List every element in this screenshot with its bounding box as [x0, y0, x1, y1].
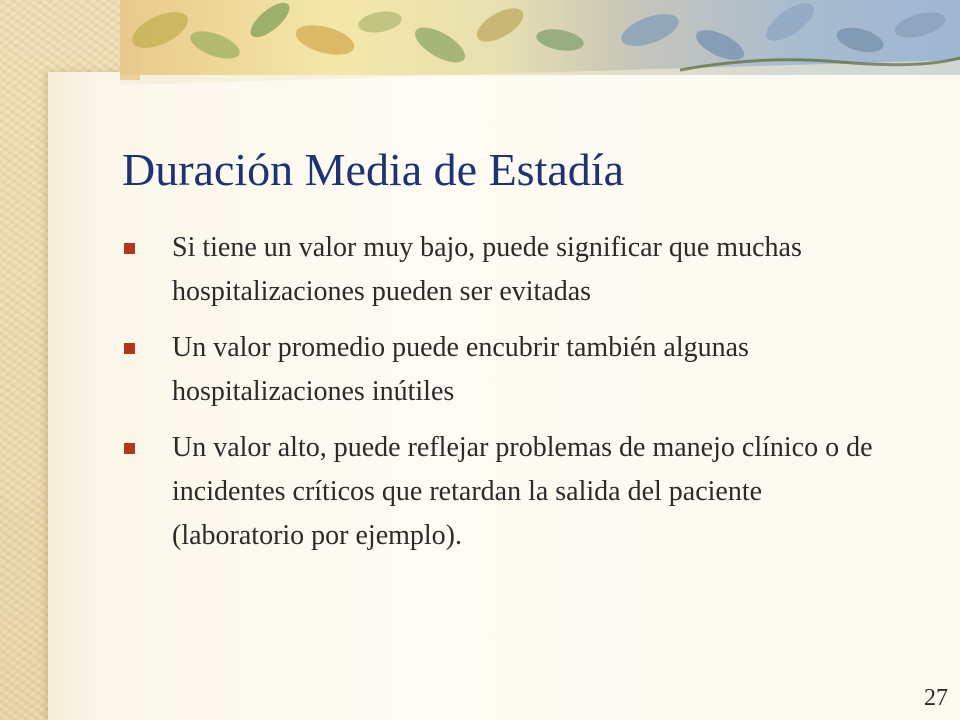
slide-title: Duración Media de Estadía [122, 144, 624, 195]
square-bullet-icon [124, 443, 135, 454]
bullet-item [122, 426, 892, 558]
square-bullet-icon [124, 343, 135, 354]
leaf-banner-image [120, 0, 960, 90]
bullet-item [122, 326, 892, 414]
bullet-text: Un valor alto, puede reflejar problemas de manejo clínico o de incidentes críticos que retardan la salida del paciente (laboratorio por ejemplo). [172, 432, 873, 551]
page-number: 27 [924, 685, 948, 711]
bullet-text: Un valor promedio puede encubrir también algunas hospitalizaciones inútiles [172, 332, 749, 407]
bullet-item [122, 226, 892, 314]
bullet-text: Si tiene un valor muy bajo, puede significar que muchas hospitalizaciones pueden ser evitadas [172, 232, 802, 307]
bullet-list [122, 226, 892, 570]
square-bullet-icon [124, 243, 135, 254]
